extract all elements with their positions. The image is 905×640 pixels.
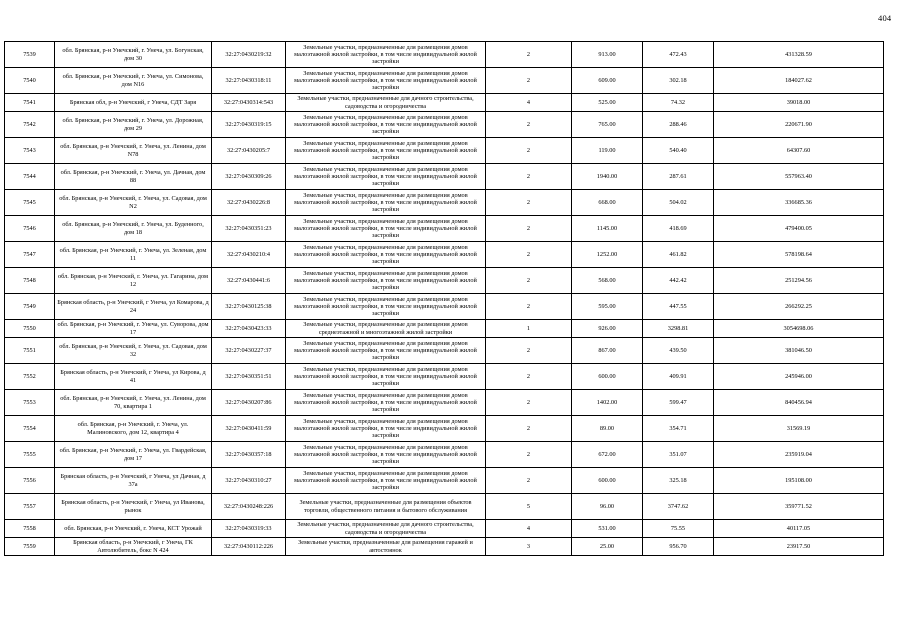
address-cell: обл. Брянская, р-н Унечский, г. Унеча, ул. Зеленая, дом 11 [55, 242, 212, 268]
area-cell: 96.00 [572, 494, 643, 520]
area-cell: 913.00 [572, 42, 643, 68]
area-cell: 672.00 [572, 442, 643, 468]
cadastral-number-cell: 32:27:0430351:51 [212, 364, 286, 390]
unit-value-cell: 288.46 [643, 112, 714, 138]
address-cell: обл. Брянская, р-н Унечский, г. Унеча, ул. Суворова, дом 17 [55, 320, 212, 338]
use-group-cell: 2 [486, 294, 572, 320]
cadastral-value-cell: 251294.56 [714, 268, 884, 294]
land-use-cell: Земельные участки, предназначенные для размещения домов малоэтажной жилой застройки, в том числе индивидуальной жилой застройки [286, 364, 486, 390]
address-cell: обл. Брянская, р-н Унечский, г. Унеча, ул. Дорожная, дом 29 [55, 112, 212, 138]
area-cell: 531.00 [572, 520, 643, 538]
cadastral-value-cell: 336685.36 [714, 190, 884, 216]
area-cell: 119.00 [572, 138, 643, 164]
unit-value-cell: 75.55 [643, 520, 714, 538]
area-cell: 867.00 [572, 338, 643, 364]
land-use-cell: Земельные участки, предназначенные для размещения домов малоэтажной жилой застройки, в том числе индивидуальной жилой застройки [286, 190, 486, 216]
table-row [5, 268, 884, 294]
area-cell: 568.00 [572, 268, 643, 294]
cadastral-number-cell: 32:27:0430226:8 [212, 190, 286, 216]
row-number: 7539 [5, 42, 55, 68]
table-row [5, 94, 884, 112]
row-number: 7544 [5, 164, 55, 190]
address-cell: обл. Брянская, р-н Унечский, г. Унеча, ул. Садовая, дом N2 [55, 190, 212, 216]
cadastral-number-cell: 32:27:0430411:59 [212, 416, 286, 442]
land-registry-table [4, 41, 884, 556]
unit-value-cell: 287.61 [643, 164, 714, 190]
table-body [5, 42, 884, 556]
area-cell: 1252.00 [572, 242, 643, 268]
use-group-cell: 2 [486, 364, 572, 390]
table-row [5, 294, 884, 320]
table-row [5, 42, 884, 68]
address-cell: обл. Брянская, р-н Унечский, г. Унеча, ул. Буденного, дом 18 [55, 216, 212, 242]
table-row [5, 68, 884, 94]
row-number: 7557 [5, 494, 55, 520]
land-use-cell: Земельные участки, предназначенные для размещения домов малоэтажной жилой застройки, в том числе индивидуальной жилой застройки [286, 268, 486, 294]
area-cell: 1402.00 [572, 390, 643, 416]
use-group-cell: 2 [486, 338, 572, 364]
table-row [5, 338, 884, 364]
cadastral-number-cell: 32:27:0430210:4 [212, 242, 286, 268]
cadastral-value-cell: 235919.04 [714, 442, 884, 468]
row-number: 7542 [5, 112, 55, 138]
area-cell: 595.00 [572, 294, 643, 320]
cadastral-value-cell: 245946.00 [714, 364, 884, 390]
unit-value-cell: 439.50 [643, 338, 714, 364]
use-group-cell: 2 [486, 268, 572, 294]
unit-value-cell: 409.91 [643, 364, 714, 390]
cadastral-value-cell: 479400.05 [714, 216, 884, 242]
land-use-cell: Земельные участки, предназначенные для размещения объектов торговли, общественного питания и бытового обслуживания [286, 494, 486, 520]
table-row [5, 320, 884, 338]
cadastral-number-cell: 32:27:0430219:32 [212, 42, 286, 68]
use-group-cell: 2 [486, 164, 572, 190]
use-group-cell: 2 [486, 468, 572, 494]
row-number: 7541 [5, 94, 55, 112]
unit-value-cell: 599.47 [643, 390, 714, 416]
table-row [5, 190, 884, 216]
use-group-cell: 2 [486, 42, 572, 68]
cadastral-value-cell: 39018.00 [714, 94, 884, 112]
unit-value-cell: 3298.81 [643, 320, 714, 338]
use-group-cell: 2 [486, 68, 572, 94]
row-number: 7545 [5, 190, 55, 216]
address-cell: обл. Брянская, р-н Унечский, г. Унеча, ул. Симонова, дом N16 [55, 68, 212, 94]
use-group-cell: 2 [486, 416, 572, 442]
row-number: 7540 [5, 68, 55, 94]
unit-value-cell: 418.69 [643, 216, 714, 242]
cadastral-number-cell: 32:27:0430112:226 [212, 538, 286, 556]
cadastral-value-cell: 359771.52 [714, 494, 884, 520]
address-cell: обл. Брянская, р-н Унечский, г. Унеча, ул. Гагарина, дом 12 [55, 268, 212, 294]
unit-value-cell: 472.43 [643, 42, 714, 68]
unit-value-cell: 354.71 [643, 416, 714, 442]
address-cell: обл. Брянская, р-н Унечский, г. Унеча, ул. Садовая, дом 32 [55, 338, 212, 364]
area-cell: 600.00 [572, 468, 643, 494]
cadastral-number-cell: 32:27:0430125:38 [212, 294, 286, 320]
area-cell: 668.00 [572, 190, 643, 216]
use-group-cell: 4 [486, 94, 572, 112]
land-use-cell: Земельные участки, предназначенные для размещения домов малоэтажной жилой застройки, в том числе индивидуальной жилой застройки [286, 338, 486, 364]
address-cell: Брянская обл, р-н Унечский, г Унеча, СДТ Заря [55, 94, 212, 112]
land-use-cell: Земельные участки, предназначенные для размещения домов малоэтажной жилой застройки, в том числе индивидуальной жилой застройки [286, 138, 486, 164]
cadastral-number-cell: 32:27:0430310:27 [212, 468, 286, 494]
table-row [5, 538, 884, 556]
address-cell: Брянская область, р-н Унечский, г Унеча, ул Комарова, д 24 [55, 294, 212, 320]
cadastral-value-cell: 184027.62 [714, 68, 884, 94]
cadastral-number-cell: 32:27:0430319:15 [212, 112, 286, 138]
unit-value-cell: 74.32 [643, 94, 714, 112]
cadastral-number-cell: 32:27:0430314:543 [212, 94, 286, 112]
use-group-cell: 4 [486, 520, 572, 538]
table-row [5, 112, 884, 138]
cadastral-number-cell: 32:27:0430357:18 [212, 442, 286, 468]
table-row [5, 164, 884, 190]
unit-value-cell: 540.40 [643, 138, 714, 164]
land-use-cell: Земельные участки, предназначенные для размещения домов малоэтажной жилой застройки, в том числе индивидуальной жилой застройки [286, 416, 486, 442]
cadastral-number-cell: 32:27:0430205:7 [212, 138, 286, 164]
area-cell: 609.00 [572, 68, 643, 94]
cadastral-value-cell: 381046.50 [714, 338, 884, 364]
unit-value-cell: 351.07 [643, 442, 714, 468]
land-use-cell: Земельные участки, предназначенные для размещения домов малоэтажной жилой застройки, в том числе индивидуальной жилой застройки [286, 442, 486, 468]
table-row [5, 468, 884, 494]
unit-value-cell: 447.55 [643, 294, 714, 320]
use-group-cell: 2 [486, 216, 572, 242]
address-cell: Брянская область, р-н Унечский, г Унеча, ул Иванова, рынок [55, 494, 212, 520]
land-use-cell: Земельные участки, предназначенные для размещения домов малоэтажной жилой застройки, в том числе индивидуальной жилой застройки [286, 68, 486, 94]
area-cell: 1145.00 [572, 216, 643, 242]
address-cell: обл. Брянская, р-н Унечский, г. Унеча, ул. Гвардейская, дом 17 [55, 442, 212, 468]
area-cell: 765.00 [572, 112, 643, 138]
row-number: 7554 [5, 416, 55, 442]
table-row [5, 242, 884, 268]
cadastral-number-cell: 32:27:0430351:23 [212, 216, 286, 242]
cadastral-number-cell: 32:27:0430441:6 [212, 268, 286, 294]
cadastral-value-cell: 431328.59 [714, 42, 884, 68]
area-cell: 525.00 [572, 94, 643, 112]
cadastral-value-cell: 3054698.06 [714, 320, 884, 338]
table-row [5, 390, 884, 416]
land-use-cell: Земельные участки, предназначенные для размещения домов малоэтажной жилой застройки, в том числе индивидуальной жилой застройки [286, 390, 486, 416]
cadastral-value-cell: 557963.40 [714, 164, 884, 190]
row-number: 7552 [5, 364, 55, 390]
cadastral-value-cell: 31569.19 [714, 416, 884, 442]
use-group-cell: 2 [486, 138, 572, 164]
use-group-cell: 2 [486, 242, 572, 268]
row-number: 7556 [5, 468, 55, 494]
table-row [5, 494, 884, 520]
address-cell: обл. Брянская, р-н Унечский, г. Унеча, ул. Ленина, дом N78 [55, 138, 212, 164]
land-use-cell: Земельные участки, предназначенные для размещения домов малоэтажной жилой застройки, в том числе индивидуальной жилой застройки [286, 468, 486, 494]
address-cell: обл. Брянская, р-н Унечский, г. Унеча, КСТ Урожай [55, 520, 212, 538]
table-row [5, 416, 884, 442]
address-cell: обл. Брянская, р-н Унечский, г. Унеча, ул. Дачная, дом 88 [55, 164, 212, 190]
address-cell: обл. Брянская, р-н Унечский, г. Унеча, ул. Малиновского, дом 12, квартира 4 [55, 416, 212, 442]
cadastral-number-cell: 32:27:0430318:11 [212, 68, 286, 94]
land-use-cell: Земельные участки, предназначенные для размещения гаражей и автостоянок [286, 538, 486, 556]
cadastral-value-cell: 40117.05 [714, 520, 884, 538]
land-use-cell: Земельные участки, предназначенные для размещения домов малоэтажной жилой застройки, в том числе индивидуальной жилой застройки [286, 164, 486, 190]
address-cell: Брянская область, р-н Унечский, г Унеча, ГК Автолюбитель, бокс N 424 [55, 538, 212, 556]
cadastral-number-cell: 32:27:0430207:86 [212, 390, 286, 416]
use-group-cell: 3 [486, 538, 572, 556]
row-number: 7555 [5, 442, 55, 468]
land-use-cell: Земельные участки, предназначенные для размещения домов малоэтажной жилой застройки, в том числе индивидуальной жилой застройки [286, 294, 486, 320]
unit-value-cell: 302.18 [643, 68, 714, 94]
land-use-cell: Земельные участки, предназначенные для размещения домов малоэтажной жилой застройки, в том числе индивидуальной жилой застройки [286, 216, 486, 242]
cadastral-number-cell: 32:27:0430248:226 [212, 494, 286, 520]
unit-value-cell: 956.70 [643, 538, 714, 556]
address-cell: обл. Брянская, р-н Унечский, г. Унеча, ул. Богунская, дом 30 [55, 42, 212, 68]
area-cell: 89.00 [572, 416, 643, 442]
cadastral-value-cell: 195108.00 [714, 468, 884, 494]
land-use-cell: Земельные участки, предназначенные для дачного строительства, садоводства и огородничества [286, 520, 486, 538]
area-cell: 1940.00 [572, 164, 643, 190]
address-cell: обл. Брянская, р-н Унечский, г. Унеча, ул. Ленина, дом 70, квартира 1 [55, 390, 212, 416]
land-use-cell: Земельные участки, предназначенные для размещения домов среднеэтажной и многоэтажной жилой застройки [286, 320, 486, 338]
cadastral-number-cell: 32:27:0430423:33 [212, 320, 286, 338]
land-use-cell: Земельные участки, предназначенные для дачного строительства, садоводства и огородничества [286, 94, 486, 112]
cadastral-number-cell: 32:27:0430227:37 [212, 338, 286, 364]
use-group-cell: 2 [486, 112, 572, 138]
cadastral-number-cell: 32:27:0430309:26 [212, 164, 286, 190]
cadastral-number-cell: 32:27:0430319:33 [212, 520, 286, 538]
table-row [5, 138, 884, 164]
row-number: 7551 [5, 338, 55, 364]
unit-value-cell: 504.02 [643, 190, 714, 216]
cadastral-value-cell: 266292.25 [714, 294, 884, 320]
use-group-cell: 5 [486, 494, 572, 520]
land-use-cell: Земельные участки, предназначенные для размещения домов малоэтажной жилой застройки, в том числе индивидуальной жилой застройки [286, 42, 486, 68]
row-number: 7558 [5, 520, 55, 538]
table-row [5, 520, 884, 538]
unit-value-cell: 461.82 [643, 242, 714, 268]
cadastral-value-cell: 578198.64 [714, 242, 884, 268]
row-number: 7549 [5, 294, 55, 320]
cadastral-value-cell: 220671.90 [714, 112, 884, 138]
row-number: 7543 [5, 138, 55, 164]
table-row [5, 364, 884, 390]
cadastral-value-cell: 840456.94 [714, 390, 884, 416]
land-use-cell: Земельные участки, предназначенные для размещения домов малоэтажной жилой застройки, в том числе индивидуальной жилой застройки [286, 112, 486, 138]
area-cell: 600.00 [572, 364, 643, 390]
area-cell: 926.00 [572, 320, 643, 338]
cadastral-value-cell: 64307.60 [714, 138, 884, 164]
table-row [5, 216, 884, 242]
unit-value-cell: 3747.62 [643, 494, 714, 520]
use-group-cell: 2 [486, 390, 572, 416]
row-number: 7553 [5, 390, 55, 416]
row-number: 7546 [5, 216, 55, 242]
row-number: 7547 [5, 242, 55, 268]
cadastral-value-cell: 23917.50 [714, 538, 884, 556]
use-group-cell: 2 [486, 442, 572, 468]
row-number: 7559 [5, 538, 55, 556]
table-row [5, 442, 884, 468]
unit-value-cell: 442.42 [643, 268, 714, 294]
address-cell: Брянская область, р-н Унечский, г Унеча, ул Дачная, д 37а [55, 468, 212, 494]
row-number: 7548 [5, 268, 55, 294]
use-group-cell: 1 [486, 320, 572, 338]
address-cell: Брянская область, р-н Унечский, г Унеча, ул Кирова, д 41 [55, 364, 212, 390]
land-use-cell: Земельные участки, предназначенные для размещения домов малоэтажной жилой застройки, в том числе индивидуальной жилой застройки [286, 242, 486, 268]
area-cell: 25.00 [572, 538, 643, 556]
row-number: 7550 [5, 320, 55, 338]
unit-value-cell: 325.18 [643, 468, 714, 494]
page-number: 404 [878, 13, 892, 23]
use-group-cell: 2 [486, 190, 572, 216]
